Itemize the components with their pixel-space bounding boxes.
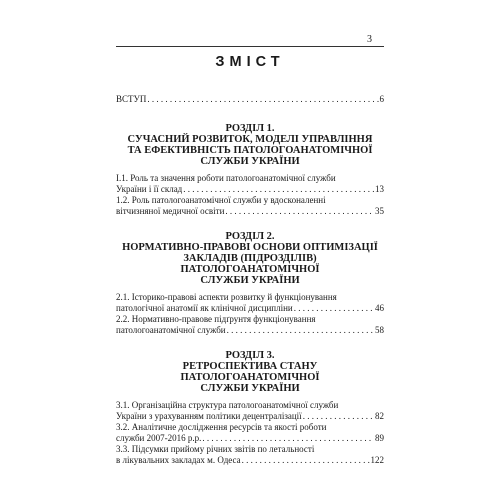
toc-page-number: 46	[375, 303, 384, 313]
toc-entry-3-3[interactable]	[116, 444, 384, 466]
page-number: 3	[367, 34, 372, 45]
toc-entry-line: України і її склад	[116, 184, 183, 194]
section-heading-line: РОЗДІЛ 2.	[225, 231, 275, 242]
page-title: ЗМІСТ	[215, 54, 285, 70]
toc-entry-line: патологічної анатомії як клінічної дисципліни	[116, 303, 293, 313]
section-heading-line: ЗАКЛАДІВ (ПІДРОЗДІЛІВ) ПАТОЛОГОАНАТОМІЧНОЇ	[180, 253, 320, 275]
section-heading-line: ТА ЕФЕКТИВНІСТЬ ПАТОЛОГОАНАТОМІЧНОЇ	[127, 145, 373, 156]
section-heading-line: СЛУЖБИ УКРАЇНИ	[200, 275, 300, 286]
toc-page-number: 6	[379, 94, 384, 104]
section-heading-3	[116, 350, 384, 394]
table-of-contents	[116, 94, 384, 466]
header-rule	[116, 46, 384, 47]
toc-entry-line: І.1. Роль та значення роботи патологоанатомічної служби	[116, 173, 336, 183]
toc-entry-line: 2.2. Нормативно-правове підґрунтя функціонування	[116, 314, 316, 324]
section-heading-line: РЕТРОСПЕКТИВА СТАНУ ПАТОЛОГОАНАТОМІЧНОЇ	[180, 361, 320, 383]
section-heading-2	[116, 231, 384, 286]
toc-leader-dots	[303, 411, 374, 422]
toc-entry-1-1[interactable]	[116, 173, 384, 195]
toc-leader-dots	[147, 94, 378, 105]
toc-entry-line: 1.2. Роль патологоанатомічної служби у вдосконаленні	[116, 195, 326, 205]
toc-page-number: 89	[375, 433, 384, 443]
section-heading-line: СУЧАСНИЙ РОЗВИТОК, МОДЕЛІ УПРАВЛІННЯ	[127, 134, 373, 145]
toc-page-number: 35	[375, 206, 384, 216]
toc-leader-dots	[227, 325, 374, 336]
toc-entry-line: України з урахуванням політики децентралізації	[116, 411, 302, 421]
section-heading-line: СЛУЖБИ УКРАЇНИ	[200, 156, 300, 167]
toc-page-number: 13	[375, 184, 384, 194]
toc-entry-2-1[interactable]	[116, 292, 384, 314]
toc-entry-3-2[interactable]	[116, 422, 384, 444]
toc-entry-line: 2.1. Історико-правові аспекти розвитку й функціонування	[116, 292, 337, 302]
toc-entry-line: 3.3. Підсумки прийому річних звітів по летальності	[116, 444, 315, 454]
toc-leader-dots	[242, 455, 370, 466]
toc-page-number: 122	[370, 455, 384, 465]
section-heading-line: СЛУЖБИ УКРАЇНИ	[200, 383, 300, 394]
toc-page-number: 58	[375, 325, 384, 335]
toc-entry-line: 3.1. Організаційна структура патологоанатомічної служби	[116, 400, 339, 410]
toc-entry-1-2[interactable]	[116, 195, 384, 217]
toc-leader-dots	[225, 206, 374, 217]
toc-entry-3-1[interactable]	[116, 400, 384, 422]
toc-page-number: 82	[375, 411, 384, 421]
toc-entry-line: в лікувальних закладах м. Одеса	[116, 455, 241, 465]
section-heading-line: РОЗДІЛ 3.	[225, 350, 275, 361]
toc-entry-line: служби 2007-2016 р.р.	[116, 433, 202, 443]
toc-leader-dots	[183, 184, 374, 195]
section-heading-line: РОЗДІЛ 1.	[225, 123, 275, 134]
toc-entry-line: патологоанатомічної служби	[116, 325, 226, 335]
section-heading-1	[116, 123, 384, 167]
toc-entry-line: вітчизняної медичної освіти	[116, 206, 225, 216]
toc-entry-line: 3.2. Аналітичне дослідження ресурсів та якості роботи	[116, 422, 327, 432]
toc-leader-dots	[294, 303, 374, 314]
toc-entry-2-2[interactable]	[116, 314, 384, 336]
toc-leader-dots	[202, 433, 374, 444]
toc-entry-intro[interactable]	[116, 94, 384, 105]
toc-entry-label: ВСТУП	[116, 94, 147, 104]
section-heading-line: НОРМАТИВНО-ПРАВОВІ ОСНОВИ ОПТИМІЗАЦІЇ	[122, 242, 378, 253]
